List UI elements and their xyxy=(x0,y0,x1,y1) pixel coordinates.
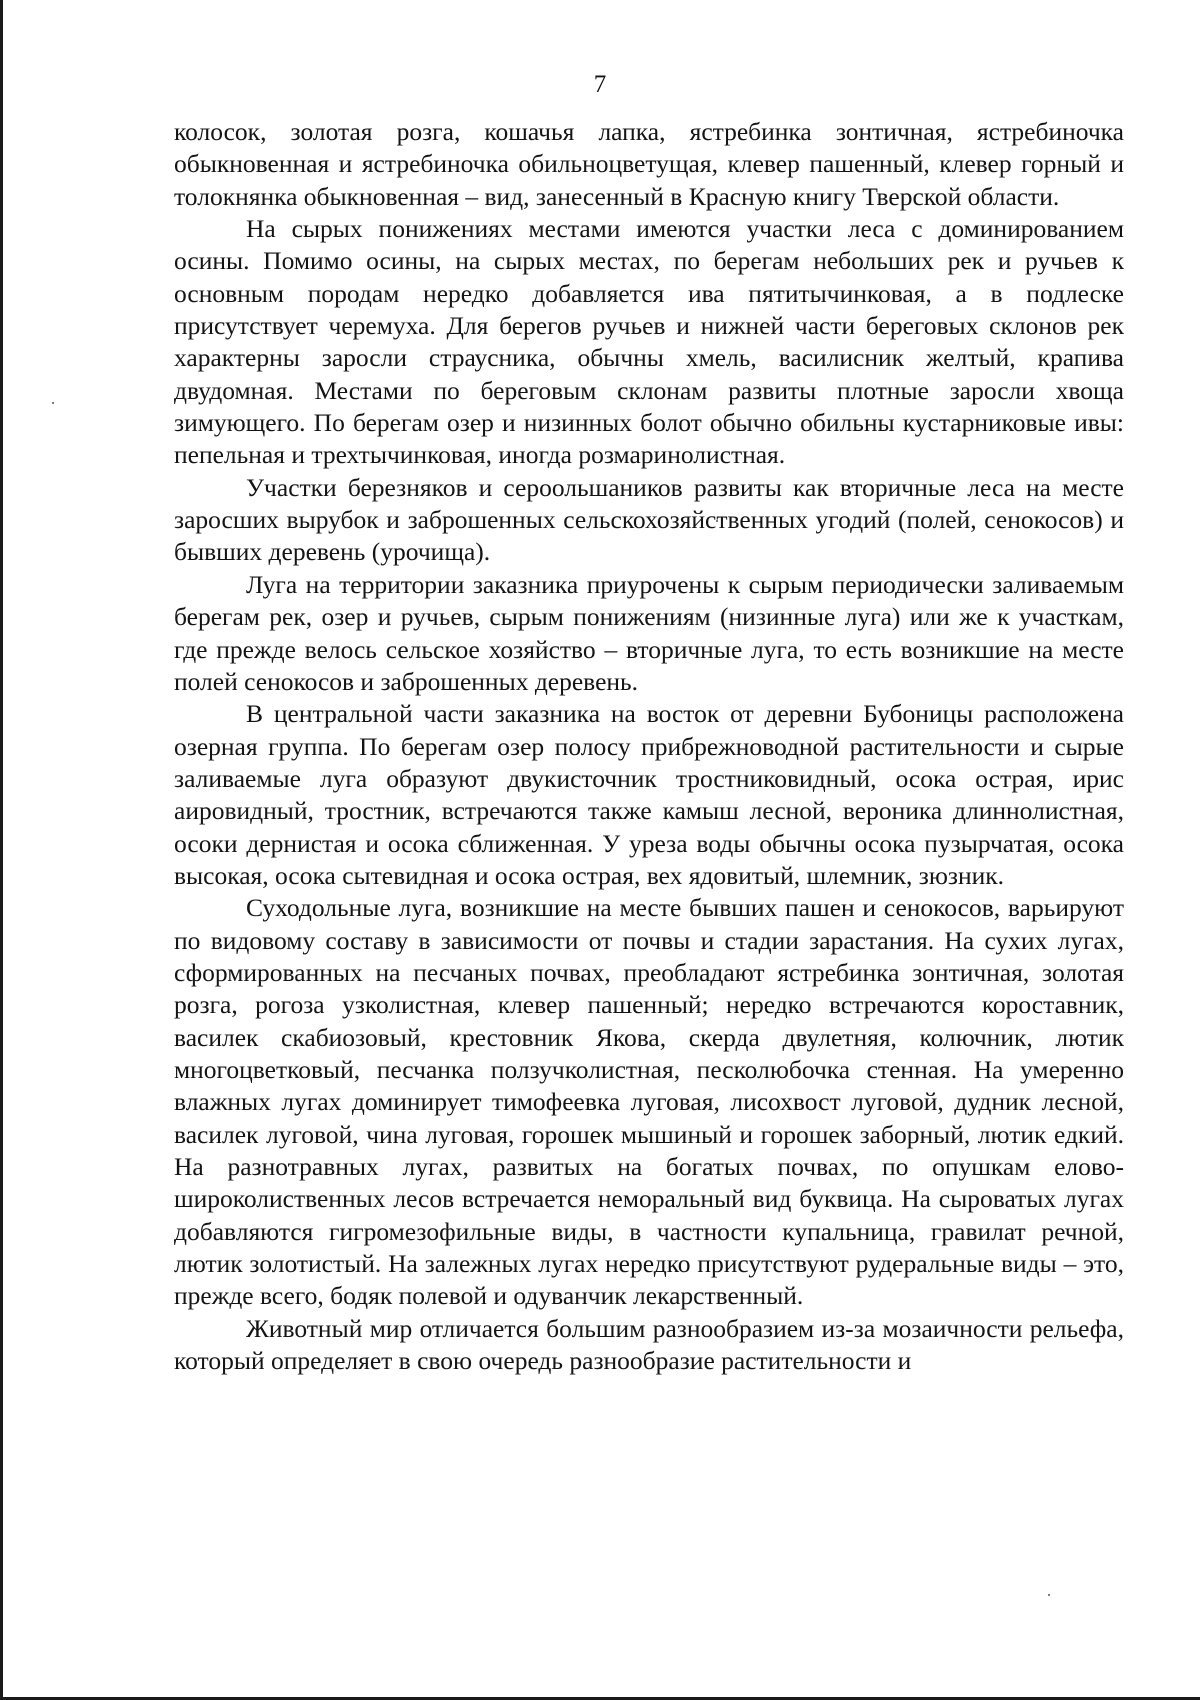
page-number: 7 xyxy=(593,71,607,98)
paragraph: Суходольные луга, возникшие на месте бывших пашен и сенокосов, варьируют по видовому составу в зависимости от почвы и стадии зарастания. На сухих лугах, сформированных на песчаных почвах, преобладают ястребинка зонтичная, золотая розга, рогоза узколистная, клевер пашенный; нередко встречаются короставник, василек скабиозовый, крестовник Якова, скерда двулетняя, колючник, лютик многоцветковый, песчанка ползучколистная, песколюбочка стенная. На умеренно влажных лугах доминирует тимофеевка луговая, лисохвост луговой, дудник лесной, василек луговой, чина луговая, горошек мышиный и горошек заборный, лютик едкий. На разнотравных лугах, развитых на богатых почвах, по опушкам елово-широколиственных лесов встречается неморальный вид буквица. На сыроватых лугах добавляются гигромезофильные виды, в частности купальница, гравилат речной, лютик золотистый. На залежных лугах нередко присутствуют рудеральные виды – это, прежде всего, бодяк полевой и одуванчик лекарственный. xyxy=(174,893,1124,1311)
paragraph: колосок, золотая розга, кошачья лапка, ястребинка зонтичная, ястребиночка обыкновенная и ястребиночка обильноцветущая, клевер пашенный, клевер горный и толокнянка обыкновенная – вид, занесенный в Красную книгу Тверской области. xyxy=(174,117,1124,211)
paragraph: Луга на территории заказника приурочены к сырым периодически заливаемым берегам рек, озер и ручьев, сырым понижениям (низинные луга) или же к участкам, где прежде велось сельское хозяйство – вторичные луга, то есть возникшие на месте полей сенокосов и заброшенных деревень. xyxy=(174,569,1124,696)
scan-speck xyxy=(1048,1594,1050,1596)
paragraph: Участки березняков и сероольшаников развиты как вторичные леса на месте заросших вырубок и заброшенных сельскохозяйственных угодий (полей, сенокосов) и бывших деревень (урочища). xyxy=(174,472,1124,567)
paragraph: На сырых понижениях местами имеются участки леса с доминированием осины. Помимо осины, на сырых местах, по берегам небольших рек и ручьев к основным породам нередко добавляется ива пятитычинковая, а в подлеске присутствует черемуха. Для берегов ручьев и нижней части береговых склонов рек характерны заросли страусника, обычны хмель, василисник желтый, крапива двудомная. Местами по береговым склонам развиты плотные заросли хвоща зимующего. По берегам озер и низинных болот обычно обильны кустарниковые ивы: пепельная и трехтычинковая, иногда розмаринолистная. xyxy=(174,214,1124,470)
body-text xyxy=(174,116,1124,1377)
paragraph: В центральной части заказника на восток от деревни Бубоницы расположена озерная группа. По берегам озер полосу прибрежноводной растительности и сырые заливаемые луга образуют двукисточник тростниковидный, осока острая, ирис аировидный, тростник, встречаются также камыш лесной, вероника длиннолистная, осоки дернистая и осока сближенная. У уреза воды обычны осока пузырчатая, осока высокая, осока сытевидная и осока острая, вех ядовитый, шлемник, зюзник. xyxy=(174,699,1124,890)
paragraph: Животный мир отличается большим разнообразием из-за мозаичности рельефа, который определяет в свою очередь разнообразие растительности и xyxy=(174,1313,1124,1376)
scan-edge-left xyxy=(0,0,3,1700)
scan-speck xyxy=(52,402,54,404)
